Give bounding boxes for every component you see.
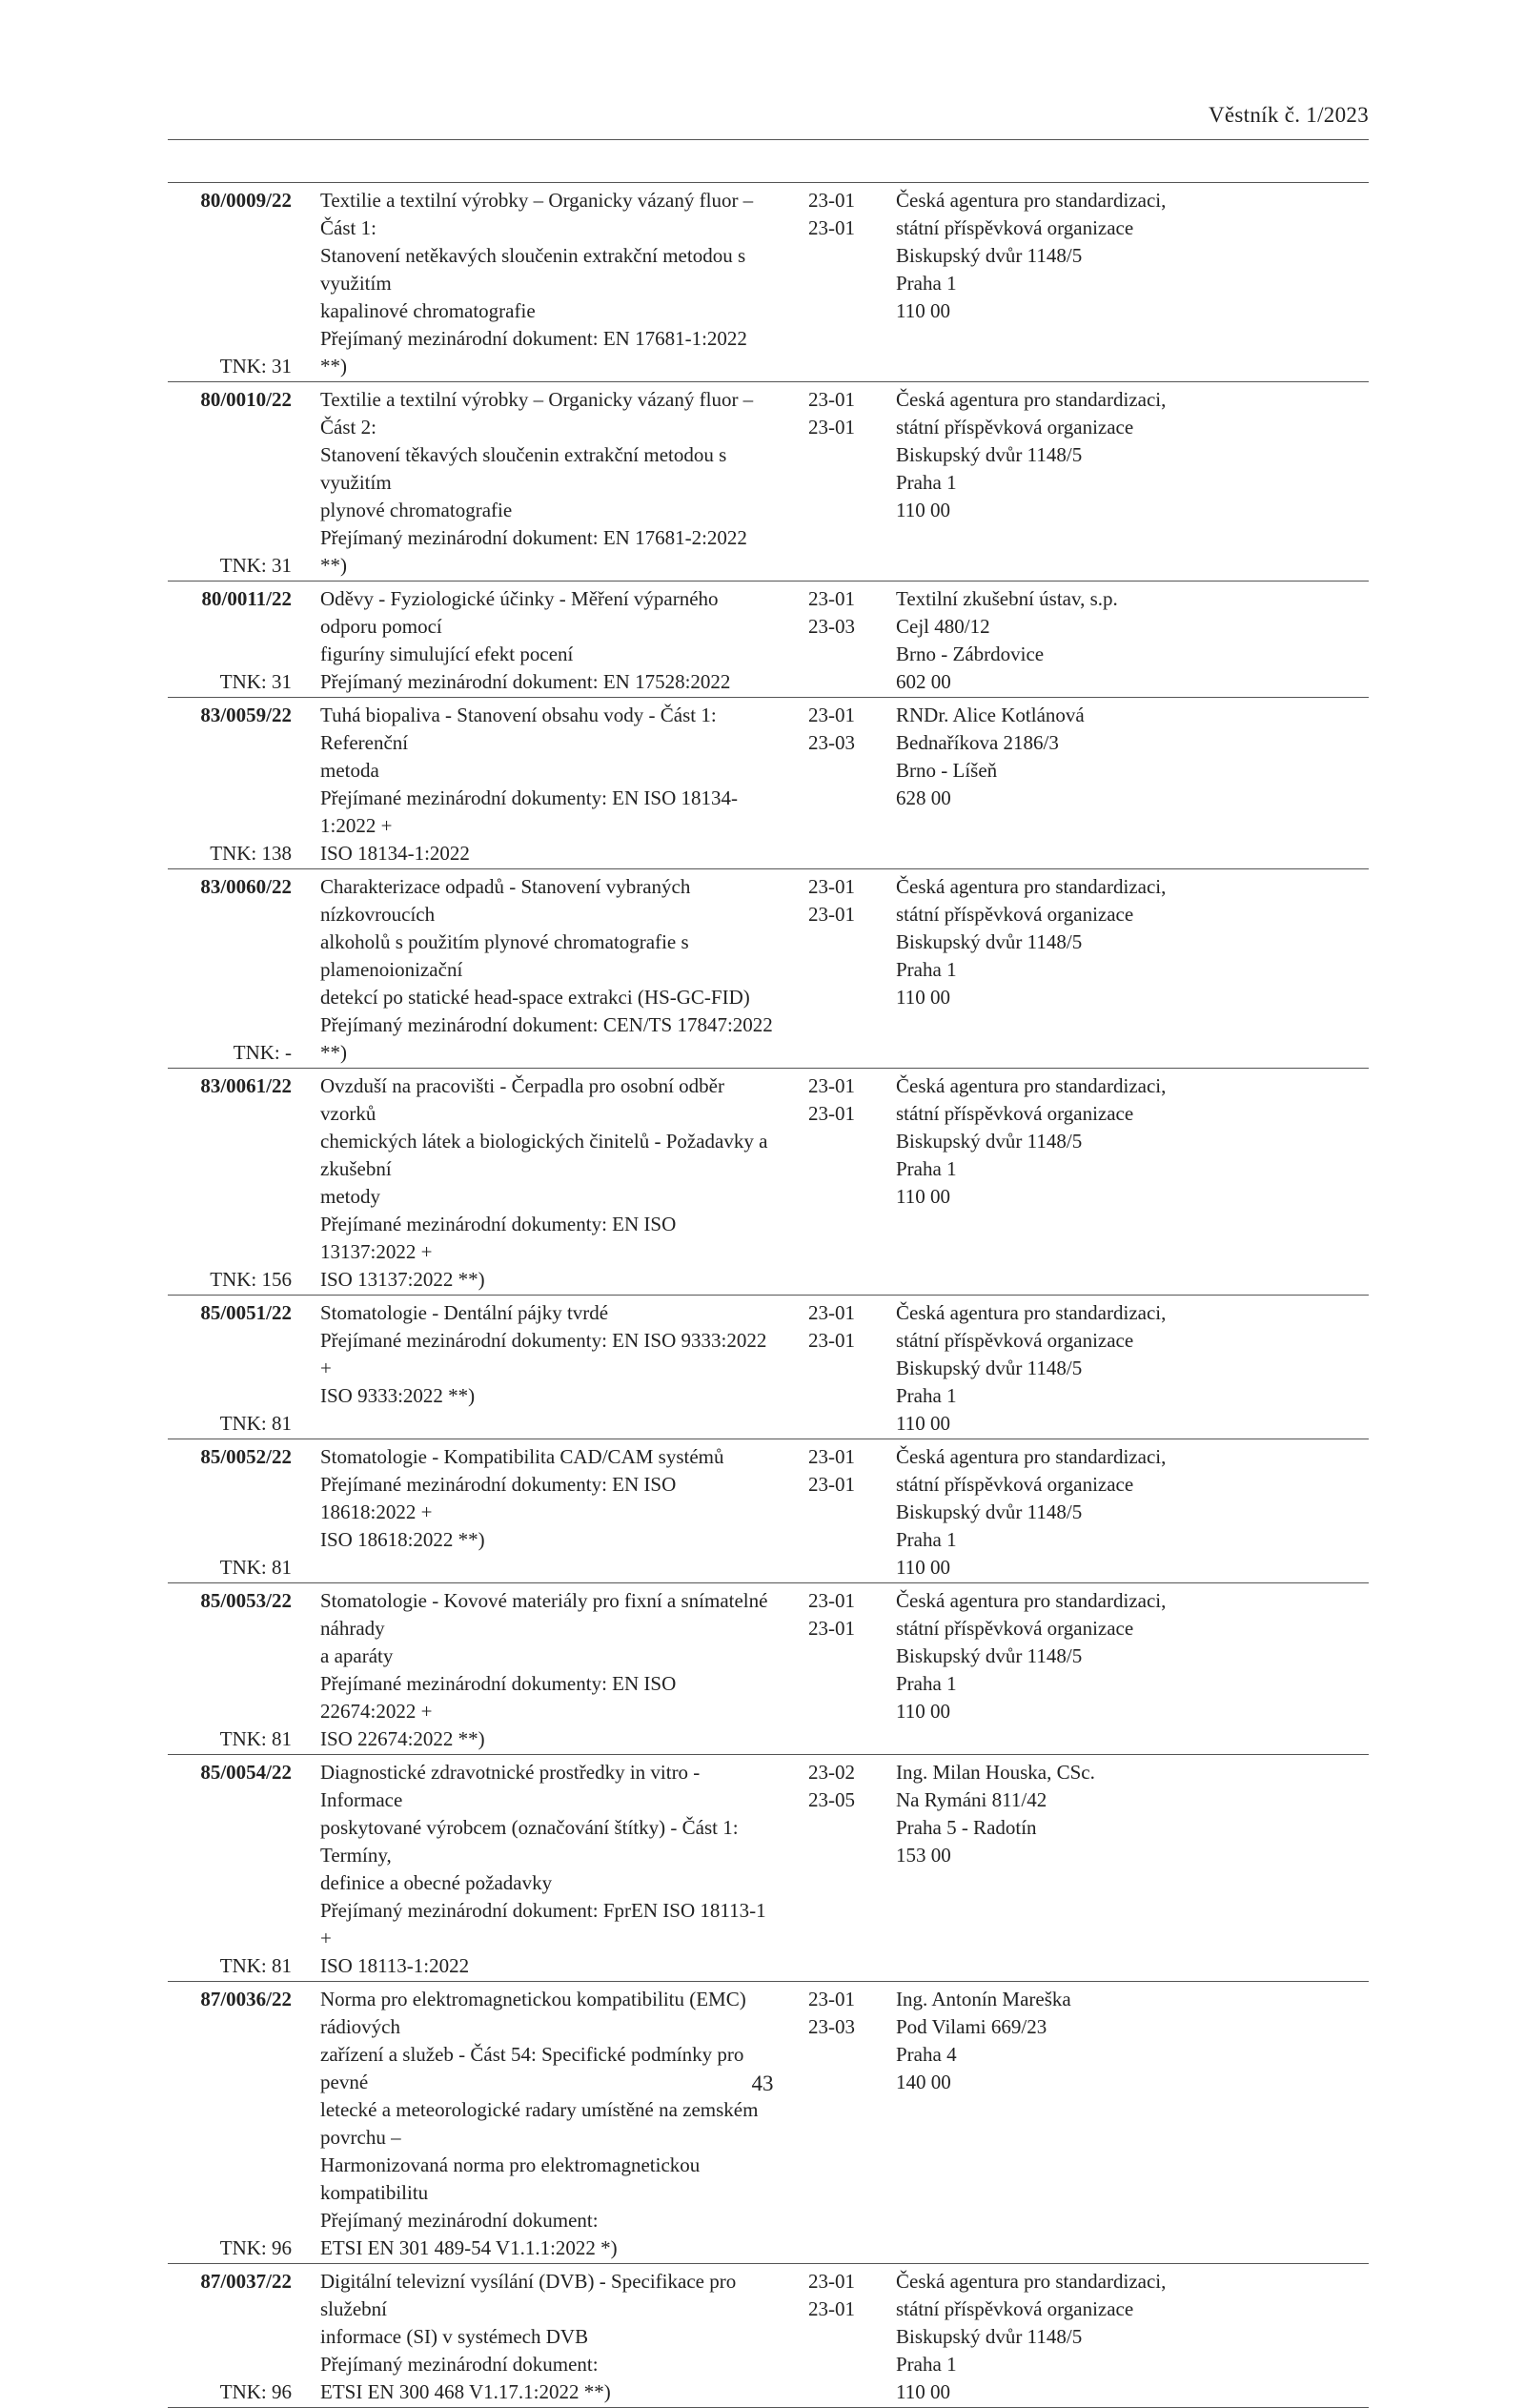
standard-title-cell: [320, 702, 773, 867]
title-line: definice a obecné požadavky: [320, 1871, 553, 1894]
address-line: Bednaříkova 2186/3: [896, 731, 1059, 754]
title-line: metody: [320, 1185, 380, 1208]
standard-title-cell: [320, 2268, 773, 2406]
address-line: státní příspěvková organizace: [896, 1102, 1134, 1125]
row-id-cell: [168, 1759, 292, 1980]
address-line: 110 00: [896, 1700, 950, 1723]
title-line: Oděvy - Fyziologické účinky - Měření výparného odporu pomocí: [320, 587, 719, 638]
address-line: Česká agentura pro standardizaci,: [896, 2270, 1167, 2293]
address-line: 628 00: [896, 786, 951, 809]
title-line: detekcí po statické head-space extrakci (HS-GC-FID): [320, 986, 750, 1009]
address-line: Ing. Antonín Mareška: [896, 1988, 1071, 2010]
standard-title-cell: [320, 386, 773, 580]
page-header: [168, 103, 1369, 140]
bulletin-title: Věstník č. 1/2023: [1209, 103, 1369, 127]
date-value: 23-01: [808, 1589, 855, 1612]
dates-cell: [808, 386, 865, 580]
tnk-label: TNK: 138: [210, 842, 292, 865]
title-line: Přejímaný mezinárodní dokument: FprEN ISO 18113-1 +: [320, 1899, 766, 1949]
title-line: Textilie a textilní výrobky – Organicky vázaný fluor – Část 1:: [320, 189, 754, 239]
address-line: 602 00: [896, 670, 951, 693]
title-line: Diagnostické zdravotnické prostředky in vitro - Informace: [320, 1761, 701, 1811]
title-line: ISO 9333:2022 **): [320, 1384, 476, 1407]
standard-title-cell: [320, 1759, 773, 1980]
standard-number: 87/0037/22: [200, 2270, 292, 2293]
date-value: 23-01: [808, 1329, 855, 1352]
standard-title-cell: [320, 1072, 773, 1294]
title-line: metoda: [320, 759, 379, 782]
date-value: 23-01: [808, 216, 855, 239]
date-value: 23-01: [808, 903, 855, 926]
address-line: Cejl 480/12: [896, 615, 990, 638]
title-line: Ovzduší na pracovišti - Čerpadla pro osobní odběr vzorků: [320, 1074, 724, 1125]
address-line: Praha 1: [896, 2353, 957, 2376]
contact-address-cell: [896, 386, 1239, 580]
contact-address-cell: [896, 585, 1239, 696]
date-value: 23-01: [808, 1102, 855, 1125]
title-line: ETSI EN 300 468 V1.17.1:2022 **): [320, 2380, 611, 2403]
address-line: Biskupský dvůr 1148/5: [896, 2325, 1083, 2348]
dates-cell: [808, 585, 865, 696]
title-line: letecké a meteorologické radary umístěné na zemském povrchu –: [320, 2098, 759, 2149]
title-line: Přejímané mezinárodní dokumenty: EN ISO 13137:2022 +: [320, 1213, 677, 1263]
date-value: 23-02: [808, 1761, 855, 1784]
contact-address-cell: [896, 1299, 1239, 1438]
table-row: [168, 1296, 1369, 1439]
title-line: Přejímané mezinárodní dokumenty: EN ISO 18618:2022 +: [320, 1473, 677, 1523]
title-line: a aparáty: [320, 1644, 394, 1667]
title-line: Stomatologie - Dentální pájky tvrdé: [320, 1301, 609, 1324]
title-line: ISO 18618:2022 **): [320, 1528, 485, 1551]
standard-title-cell: [320, 1299, 773, 1438]
date-value: 23-01: [808, 2270, 855, 2293]
address-line: Biskupský dvůr 1148/5: [896, 930, 1083, 953]
address-line: 110 00: [896, 986, 950, 1009]
address-line: státní příspěvková organizace: [896, 1329, 1134, 1352]
address-line: Česká agentura pro standardizaci,: [896, 1074, 1167, 1097]
table-row: [168, 1069, 1369, 1296]
table-row: [168, 1755, 1369, 1982]
title-line: kapalinové chromatografie: [320, 299, 536, 322]
address-line: 110 00: [896, 499, 950, 521]
address-line: Česká agentura pro standardizaci,: [896, 189, 1167, 212]
title-line: ISO 18134-1:2022: [320, 842, 470, 865]
title-line: ISO 13137:2022 **): [320, 1268, 485, 1291]
date-value: 23-01: [808, 1445, 855, 1468]
date-value: 23-05: [808, 1788, 855, 1811]
title-line: Přejímaný mezinárodní dokument: EN 17681-1:2022 **): [320, 327, 747, 378]
title-line: Přejímaný mezinárodní dokument: EN 17681-2:2022 **): [320, 526, 747, 577]
address-line: Biskupský dvůr 1148/5: [896, 1500, 1083, 1523]
contact-address-cell: [896, 702, 1239, 867]
tnk-label: TNK: 81: [219, 1556, 292, 1579]
address-line: Praha 5 - Radotín: [896, 1816, 1037, 1839]
title-line: Textilie a textilní výrobky – Organicky vázaný fluor – Část 2:: [320, 388, 754, 439]
address-line: státní příspěvková organizace: [896, 1473, 1134, 1496]
address-line: Biskupský dvůr 1148/5: [896, 1357, 1083, 1379]
title-line: plynové chromatografie: [320, 499, 513, 521]
title-line: figuríny simulující efekt pocení: [320, 643, 574, 665]
date-value: 23-01: [808, 1617, 855, 1640]
address-line: 110 00: [896, 1556, 950, 1579]
row-id-cell: [168, 187, 292, 380]
title-line: Tuhá biopaliva - Stanovení obsahu vody - Část 1: Referenční: [320, 704, 717, 754]
address-line: Textilní zkušební ústav, s.p.: [896, 587, 1118, 610]
page-number: 43: [751, 2071, 774, 2095]
address-line: Pod Vilami 669/23: [896, 2015, 1047, 2038]
contact-address-cell: [896, 1072, 1239, 1294]
standard-number: 80/0011/22: [201, 587, 292, 610]
standard-number: 83/0061/22: [200, 1074, 292, 1097]
address-line: Česká agentura pro standardizaci,: [896, 1589, 1167, 1612]
dates-cell: [808, 1587, 865, 1753]
standard-title-cell: [320, 1986, 773, 2262]
address-line: Praha 4: [896, 2043, 957, 2066]
tnk-label: TNK: 156: [210, 1268, 292, 1291]
row-id-cell: [168, 702, 292, 867]
address-line: Česká agentura pro standardizaci,: [896, 388, 1167, 411]
table-row: [168, 382, 1369, 582]
date-value: 23-01: [808, 2297, 855, 2320]
dates-cell: [808, 1443, 865, 1582]
contact-address-cell: [896, 1759, 1239, 1980]
address-line: státní příspěvková organizace: [896, 416, 1134, 439]
address-line: Česká agentura pro standardizaci,: [896, 1301, 1167, 1324]
dates-cell: [808, 873, 865, 1067]
address-line: 153 00: [896, 1844, 951, 1867]
table-row: [168, 2264, 1369, 2408]
standard-title-cell: [320, 1587, 773, 1753]
title-line: ETSI EN 301 489-54 V1.1.1:2022 *): [320, 2236, 618, 2259]
table-row: [168, 183, 1369, 382]
table-row: [168, 1583, 1369, 1755]
address-line: Brno - Líšeň: [896, 759, 998, 782]
tnk-label: TNK: 81: [219, 1954, 292, 1977]
address-line: Praha 1: [896, 958, 957, 981]
table-row: [168, 698, 1369, 869]
title-line: Přejímané mezinárodní dokumenty: EN ISO 9333:2022 +: [320, 1329, 767, 1379]
date-value: 23-01: [808, 1074, 855, 1097]
contact-address-cell: [896, 1443, 1239, 1582]
dates-cell: [808, 1072, 865, 1294]
title-line: ISO 22674:2022 **): [320, 1727, 485, 1750]
title-line: Digitální televizní vysílání (DVB) - Specifikace pro služební: [320, 2270, 737, 2320]
tnk-label: TNK: 81: [219, 1727, 292, 1750]
tnk-label: TNK: 31: [219, 670, 292, 693]
tnk-label: TNK: -: [233, 1041, 292, 1064]
address-line: Praha 1: [896, 1157, 957, 1180]
contact-address-cell: [896, 2268, 1239, 2406]
address-line: 110 00: [896, 2380, 950, 2403]
title-line: Stomatologie - Kompatibilita CAD/CAM systémů: [320, 1445, 724, 1468]
address-line: státní příspěvková organizace: [896, 1617, 1134, 1640]
contact-address-cell: [896, 873, 1239, 1067]
title-line: Stanovení netěkavých sloučenin extrakční metodou s využitím: [320, 244, 746, 295]
date-value: 23-01: [808, 587, 855, 610]
title-line: ISO 18113-1:2022: [320, 1954, 470, 1977]
date-value: 23-03: [808, 731, 855, 754]
address-line: Praha 1: [896, 272, 957, 295]
table-row: [168, 1439, 1369, 1583]
dates-cell: [808, 187, 865, 380]
tnk-label: TNK: 81: [219, 1412, 292, 1435]
address-line: Biskupský dvůr 1148/5: [896, 443, 1083, 466]
tnk-label: TNK: 31: [219, 355, 292, 378]
standard-number: 85/0053/22: [200, 1589, 292, 1612]
row-id-cell: [168, 585, 292, 696]
title-line: Norma pro elektromagnetickou kompatibilitu (EMC) rádiových: [320, 1988, 746, 2038]
row-id-cell: [168, 1072, 292, 1294]
address-line: Praha 1: [896, 1672, 957, 1695]
date-value: 23-01: [808, 1473, 855, 1496]
table-row: [168, 869, 1369, 1069]
date-value: 23-03: [808, 2015, 855, 2038]
standard-number: 80/0009/22: [200, 189, 292, 212]
row-id-cell: [168, 873, 292, 1067]
table-row: [168, 582, 1369, 698]
address-line: státní příspěvková organizace: [896, 903, 1134, 926]
address-line: Praha 1: [896, 1384, 957, 1407]
address-line: Česká agentura pro standardizaci,: [896, 1445, 1167, 1468]
tnk-label: TNK: 96: [219, 2380, 292, 2403]
standard-number: 83/0059/22: [200, 704, 292, 726]
standard-title-cell: [320, 1443, 773, 1582]
standard-number: 80/0010/22: [200, 388, 292, 411]
address-line: Praha 1: [896, 1528, 957, 1551]
dates-cell: [808, 1759, 865, 1980]
address-line: Na Rymáni 811/42: [896, 1788, 1047, 1811]
title-line: Harmonizovaná norma pro elektromagnetickou kompatibilitu: [320, 2153, 701, 2204]
dates-cell: [808, 702, 865, 867]
title-line: Přejímaný mezinárodní dokument: EN 17528:2022: [320, 670, 731, 693]
contact-address-cell: [896, 187, 1239, 380]
date-value: 23-01: [808, 1301, 855, 1324]
address-line: 140 00: [896, 2071, 951, 2093]
date-value: 23-01: [808, 1988, 855, 2010]
title-line: poskytované výrobcem (označování štítky) - Část 1: Termíny,: [320, 1816, 739, 1867]
dates-cell: [808, 1986, 865, 2262]
date-value: 23-01: [808, 416, 855, 439]
row-id-cell: [168, 386, 292, 580]
standard-number: 87/0036/22: [200, 1988, 292, 2010]
address-line: Biskupský dvůr 1148/5: [896, 1644, 1083, 1667]
date-value: 23-01: [808, 704, 855, 726]
title-line: informace (SI) v systémech DVB: [320, 2325, 589, 2348]
row-id-cell: [168, 2268, 292, 2406]
address-line: Brno - Zábrdovice: [896, 643, 1045, 665]
row-id-cell: [168, 1587, 292, 1753]
title-line: Přejímaný mezinárodní dokument:: [320, 2209, 599, 2232]
title-line: zařízení a služeb - Část 54: Specifické podmínky pro pevné: [320, 2043, 744, 2093]
row-id-cell: [168, 1299, 292, 1438]
contact-address-cell: [896, 1986, 1239, 2262]
row-id-cell: [168, 1443, 292, 1582]
address-line: 110 00: [896, 1185, 950, 1208]
address-line: 110 00: [896, 299, 950, 322]
row-id-cell: [168, 1986, 292, 2262]
dates-cell: [808, 1299, 865, 1438]
title-line: chemických látek a biologických činitelů - Požadavky a zkušební: [320, 1130, 768, 1180]
address-line: Praha 1: [896, 471, 957, 494]
standard-title-cell: [320, 585, 773, 696]
title-line: Přejímaný mezinárodní dokument:: [320, 2353, 599, 2376]
date-value: 23-01: [808, 189, 855, 212]
title-line: Charakterizace odpadů - Stanovení vybraných nízkovroucích: [320, 875, 691, 926]
address-line: státní příspěvková organizace: [896, 216, 1134, 239]
dates-cell: [808, 2268, 865, 2406]
date-value: 23-03: [808, 615, 855, 638]
table-row: [168, 1982, 1369, 2264]
standard-number: 85/0054/22: [200, 1761, 292, 1784]
standard-title-cell: [320, 873, 773, 1067]
address-line: státní příspěvková organizace: [896, 2297, 1134, 2320]
title-line: alkoholů s použitím plynové chromatografie s plamenoionizační: [320, 930, 689, 981]
contact-address-cell: [896, 1587, 1239, 1753]
tnk-label: TNK: 31: [219, 554, 292, 577]
title-line: Přejímané mezinárodní dokumenty: EN ISO 18134-1:2022 +: [320, 786, 738, 837]
address-line: Česká agentura pro standardizaci,: [896, 875, 1167, 898]
title-line: Stanovení těkavých sloučenin extrakční metodou s využitím: [320, 443, 727, 494]
title-line: Přejímaný mezinárodní dokument: CEN/TS 17847:2022 **): [320, 1013, 773, 1064]
standard-title-cell: [320, 187, 773, 380]
address-line: 110 00: [896, 1412, 950, 1435]
standard-number: 85/0052/22: [200, 1445, 292, 1468]
address-line: Ing. Milan Houska, CSc.: [896, 1761, 1095, 1784]
date-value: 23-01: [808, 388, 855, 411]
address-line: Biskupský dvůr 1148/5: [896, 1130, 1083, 1153]
address-line: RNDr. Alice Kotlánová: [896, 704, 1085, 726]
title-line: Stomatologie - Kovové materiály pro fixní a snímatelné náhrady: [320, 1589, 768, 1640]
address-line: Biskupský dvůr 1148/5: [896, 244, 1083, 267]
date-value: 23-01: [808, 875, 855, 898]
standard-number: 85/0051/22: [200, 1301, 292, 1324]
standard-number: 83/0060/22: [200, 875, 292, 898]
title-line: Přejímané mezinárodní dokumenty: EN ISO 22674:2022 +: [320, 1672, 677, 1723]
tnk-label: TNK: 96: [219, 2236, 292, 2259]
